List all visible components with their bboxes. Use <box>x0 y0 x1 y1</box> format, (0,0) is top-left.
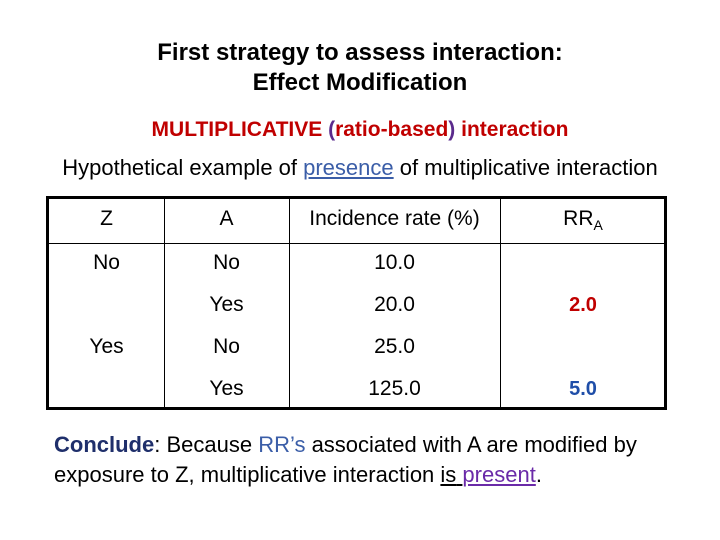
incidence-row1: 10.0 <box>374 251 415 274</box>
data-table <box>46 196 667 410</box>
conclusion-label: Conclude <box>54 432 155 457</box>
a-value-row3: No <box>213 335 240 358</box>
subtitle <box>0 118 720 142</box>
slide-title <box>0 38 720 98</box>
conclusion-is: is <box>440 462 457 487</box>
rr-value-z-yes: 5.0 <box>569 378 597 400</box>
conclusion-text <box>54 430 694 490</box>
header-z: Z <box>100 207 113 230</box>
conclusion-text-2: associated with A are modified by exposure to Z, multiplicative interaction <box>54 432 637 487</box>
subtitle-open-paren: ( <box>328 118 336 141</box>
table-header-divider <box>49 243 664 244</box>
z-value-yes: Yes <box>89 335 124 358</box>
incidence-row3: 25.0 <box>374 335 415 358</box>
conclusion-period: . <box>535 462 542 487</box>
hypothetical-after: of multiplicative interaction <box>393 155 658 180</box>
subtitle-part-1: MULTIPLICATIVE <box>151 118 329 141</box>
incidence-row4: 125.0 <box>368 377 421 400</box>
subtitle-close-paren: ) <box>448 118 456 141</box>
conclusion-text-1: : Because <box>154 432 259 457</box>
hypothetical-before: Hypothetical example of <box>62 155 304 180</box>
header-rr <box>500 207 666 233</box>
header-a: A <box>219 207 234 230</box>
header-incidence: Incidence rate (%) <box>309 207 480 230</box>
hypothetical-highlight: presence <box>303 155 394 180</box>
a-value-row1: No <box>213 251 240 274</box>
z-value-no: No <box>93 251 120 274</box>
header-rr-main: RR <box>563 207 594 230</box>
subtitle-part-3: interaction <box>455 118 569 141</box>
title-line-1: First strategy to assess interaction: <box>157 39 563 66</box>
header-rr-sub: A <box>593 217 603 233</box>
a-value-row2: Yes <box>209 293 244 316</box>
incidence-row2: 20.0 <box>374 293 415 316</box>
hypothetical-line <box>0 155 720 181</box>
conclusion-rr: RR’s <box>258 432 306 457</box>
subtitle-part-2: ratio-based <box>335 118 449 141</box>
rr-value-z-no: 2.0 <box>569 294 597 316</box>
title-line-2: Effect Modification <box>252 69 468 96</box>
a-value-row4: Yes <box>209 377 244 400</box>
conclusion-present: present <box>462 462 536 487</box>
